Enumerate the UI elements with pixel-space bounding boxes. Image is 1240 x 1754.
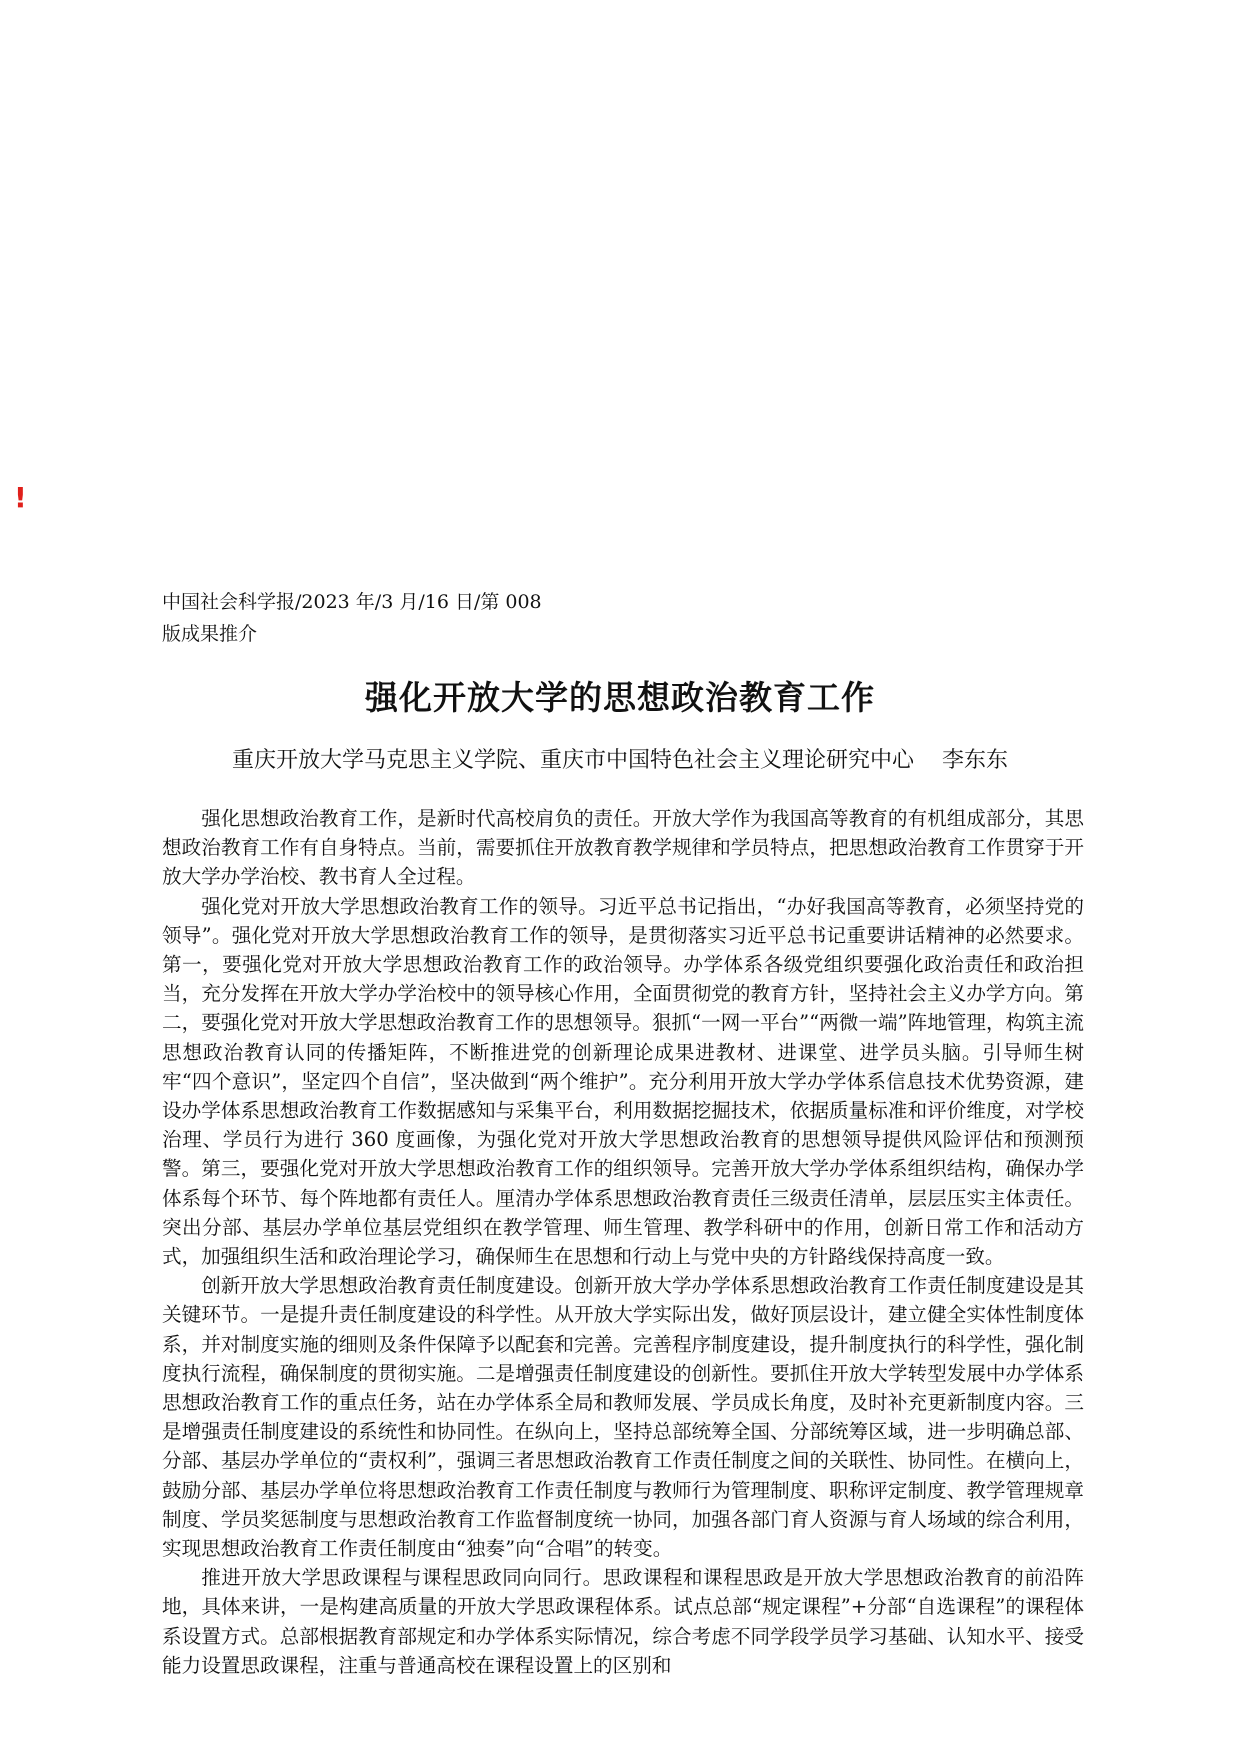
source-line-1: 中国社会科学报/2023 年/3 月/16 日/第 008 [162,591,542,613]
article-body [162,804,1084,1680]
author-name: 李东东 [942,748,1009,773]
source-citation [162,586,582,650]
paragraph-intro: 强化思想政治教育工作，是新时代高校肩负的责任。开放大学作为我国高等教育的有机组成部分，其思想政治教育工作有自身特点。当前，需要抓住开放教育教学规律和学员特点，把思想政治教育工作贯穿于开放大学办学治校、教书育人全过程。 [162,807,1084,889]
article-title: 强化开放大学的思想政治教育工作 [365,678,875,717]
paragraph-curriculum: 推进开放大学思政课程与课程思政同向同行。思政课程和课程思政是开放大学思想政治教育的前沿阵地，具体来讲，一是构建高质量的开放大学思政课程体系。试点总部“规定课程”+分部“自选课程”的课程体系设置方式。总部根据教育部规定和办学体系实际情况，综合考虑不同学段学员学习基础、认知水平、接受能力设置思政课程，注重与普通高校在课程设置上的区别和 [162,1566,1084,1677]
paragraph-responsibility-system: 创新开放大学思想政治教育责任制度建设。创新开放大学办学体系思想政治教育工作责任制度建设是其关键环节。一是提升责任制度建设的科学性。从开放大学实际出发，做好顶层设计，建立健全实体性制度体系，并对制度实施的细则及条件保障予以配套和完善。完善程序制度建设，提升制度执行的科学性，强化制度执行流程，确保制度的贯彻实施。二是增强责任制度建设的创新性。要抓住开放大学转型发展中办学体系思想政治教育工作的重点任务，站在办学体系全局和教师发展、学员成长角度，及时补充更新制度内容。三是增强责任制度建设的系统性和协同性。在纵向上，坚持总部统筹全国、分部统筹区域，进一步明确总部、分部、基层办学单位的“责权利”，强调三者思想政治教育工作责任制度之间的关联性、协同性。在横向上，鼓励分部、基层办学单位将思想政治教育工作责任制度与教师行为管理制度、职称评定制度、教学管理规章制度、学员奖惩制度与思想政治教育工作监督制度统一协同，加强各部门育人资源与育人场域的综合利用，实现思想政治教育工作责任制度由“独奏”向“合唱”的转变。 [162,1274,1084,1561]
warning-mark: ! [14,481,27,514]
author-affiliation: 重庆开放大学马克思主义学院、重庆市中国特色社会主义理论研究中心 [231,748,914,773]
author-line [0,742,1240,780]
source-line-2: 版成果推介 [162,623,258,645]
paragraph-party-leadership: 强化党对开放大学思想政治教育工作的领导。习近平总书记指出，“办好我国高等教育，必须坚持党的领导”。强化党对开放大学思想政治教育工作的领导，是贯彻落实习近平总书记重要讲话精神的必然要求。第一，要强化党对开放大学思想政治教育工作的政治领导。办学体系各级党组织要强化政治责任和政治担当，充分发挥在开放大学办学治校中的领导核心作用，全面贯彻党的教育方针，坚持社会主义办学方向。第二，要强化党对开放大学思想政治教育工作的思想领导。狠抓“一网一平台”“两微一端”阵地管理，构筑主流思想政治教育认同的传播矩阵，不断推进党的创新理论成果进教材、进课堂、进学员头脑。引导师生树牢“四个意识”，坚定四个自信”，坚决做到“两个维护”。充分利用开放大学办学体系信息技术优势资源，建设办学体系思想政治教育工作数据感知与采集平台，利用数据挖掘技术，依据质量标准和评价维度，对学校治理、学员行为进行 360 度画像，为强化党对开放大学思想政治教育的思想领导提供风险评估和预测预警。第三，要强化党对开放大学思想政治教育工作的组织领导。完善开放大学办学体系组织结构，确保办学体系每个环节、每个阵地都有责任人。厘清办学体系思想政治教育责任三级责任清单，层层压实主体责任。突出分部、基层办学单位基层党组织在教学管理、师生管理、教学科研中的作用，创新日常工作和活动方式，加强组织生活和政治理论学习，确保师生在思想和行动上与党中央的方针路线保持高度一致。 [162,894,1084,1269]
